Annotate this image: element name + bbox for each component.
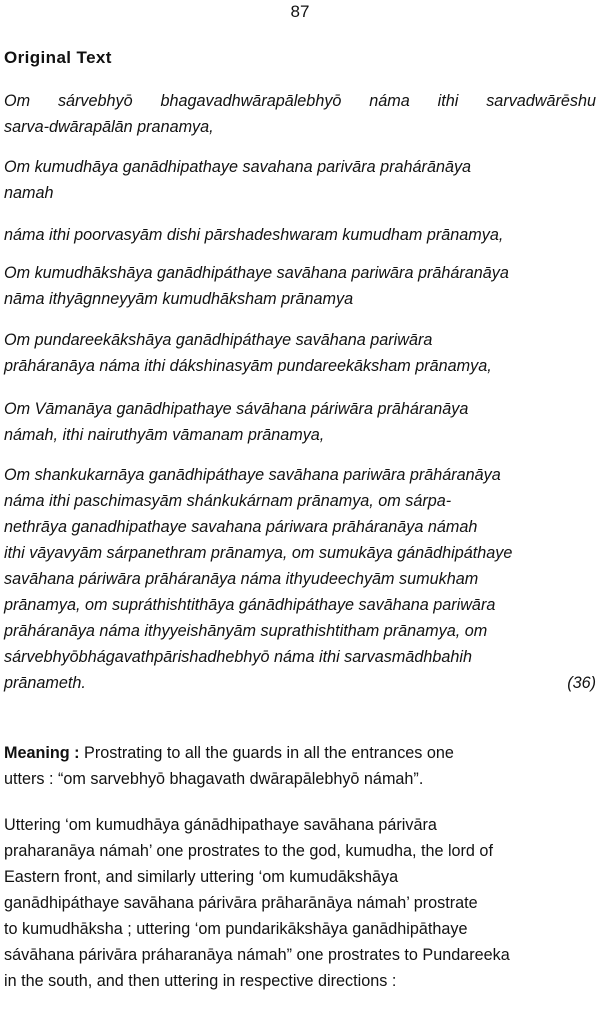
verse-block bbox=[4, 88, 596, 140]
verse-block bbox=[4, 260, 596, 312]
verse-line: Om pundareekākshāya ganādhipáthaye savāhana pariwāra bbox=[4, 331, 433, 349]
verse-line: namah bbox=[4, 184, 54, 202]
verse-block bbox=[4, 154, 596, 206]
verse-line: nāma ithyāgnneyyām kumudhāksham prānamya bbox=[4, 290, 354, 308]
verse-line: prānameth. bbox=[4, 674, 86, 692]
verse-line: náma ithi paschimasyām shánkukárnam prānamya, om sárpa- bbox=[4, 492, 452, 510]
meaning-text: Prostrating to all the guards in all the entrances one bbox=[84, 744, 454, 762]
verse-block bbox=[4, 222, 596, 248]
section-heading: Original Text bbox=[4, 48, 112, 67]
verse-line: savāhana páriwāra prāháranāya náma ithyudeechyām sumukham bbox=[4, 570, 479, 588]
verse-line: sárvebhyōbhágavathpārishadhebhyō náma ithi sarvasmādhbahih bbox=[4, 648, 472, 666]
paragraph-line: ganādhipáthaye savāhana párivāra prāharānāya námah’ prostrate bbox=[4, 894, 478, 912]
verse-line: prānamya, om supráthishtithāya gánādhipáthaye savāhana pariwāra bbox=[4, 596, 496, 614]
page-number: 87 bbox=[290, 2, 310, 21]
verse-line: ithi vāyavyām sárpanethram prānamya, om sumukāya gánādhipáthaye bbox=[4, 544, 513, 562]
verse-line: náma ithi poorvasyām dishi pārshadeshwaram kumudham prānamya, bbox=[4, 226, 504, 244]
verse-line: nethrāya ganadhipathaye savahana páriwara prāháranāya námah bbox=[4, 518, 478, 536]
paragraph-line: to kumudhāksha ; uttering ‘om pundarikākshāya ganādhipāthaye bbox=[4, 920, 468, 938]
verse-line: sarva-dwārapālān pranamya, bbox=[4, 118, 214, 136]
verse-last-line bbox=[4, 670, 596, 696]
verse-line: Om shankukarnāya ganādhipáthaye savāhana pariwāra prāháranāya bbox=[4, 466, 501, 484]
verse-line: prāháranāya náma ithyyeishānyām suprathishtitham prānamya, om bbox=[4, 622, 488, 640]
verse-line: námah, ithi nairuthyām vāmanam prānamya, bbox=[4, 426, 325, 444]
verse-line: Om kumudhāya ganādhipathaye savahana parivāra prahárānāya bbox=[4, 158, 472, 176]
verse-block bbox=[4, 396, 596, 448]
paragraph-line: Eastern front, and similarly uttering ‘om kumudākshāya bbox=[4, 868, 399, 886]
meaning-paragraph bbox=[4, 740, 596, 792]
verse-line: Om kumudhākshāya ganādhipáthaye savāhana pariwāra prāháranāya bbox=[4, 264, 509, 282]
explanation-paragraph bbox=[4, 812, 596, 994]
verse-number: (36) bbox=[567, 674, 596, 692]
paragraph-line: praharanāya námah’ one prostrates to the god, kumudha, the lord of bbox=[4, 842, 493, 860]
verse-line: prāháranāya náma ithi dákshinasyām pundareekāksham prānamya, bbox=[4, 357, 492, 375]
paragraph-line: in the south, and then uttering in respective directions : bbox=[4, 972, 397, 990]
meaning-label: Meaning bbox=[4, 744, 70, 762]
verse-block bbox=[4, 327, 596, 379]
meaning-separator: : bbox=[69, 744, 85, 762]
paragraph-line: sávāhana párivāra práharanāya námah” one prostrates to Pundareeka bbox=[4, 946, 510, 964]
verse-line: Om sárvebhyō bhagavadhwārapālebhyō náma ithi sarvadwārēshu bbox=[4, 92, 596, 110]
paragraph-line: Uttering ‘om kumudhāya gánādhipathaye savāhana párivāra bbox=[4, 816, 437, 834]
meaning-text: utters : “om sarvebhyō bhagavath dwārapālebhyō námah”. bbox=[4, 770, 424, 788]
verse-block bbox=[4, 462, 596, 696]
verse-line: Om Vāmanāya ganādhipathaye sávāhana páriwāra prāháranāya bbox=[4, 400, 469, 418]
